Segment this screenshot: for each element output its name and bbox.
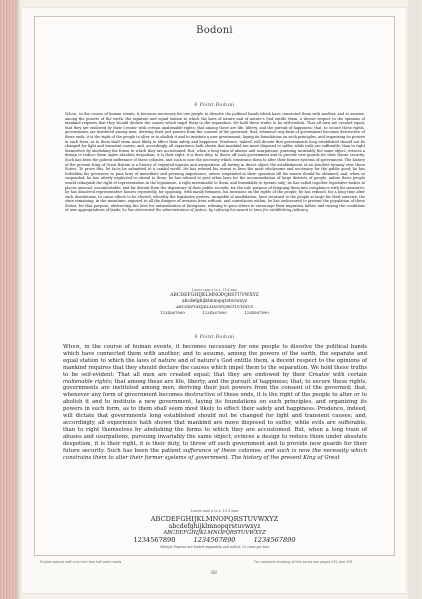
specimen-large-italic-upper: ABCDEFGHIJKLMNOPQRSTUVWXYZ [163,530,266,536]
page-edges [408,0,422,599]
specimen-large-text [63,344,367,504]
specimen-large-body-1: in the course of human events, it becomes necessary for one people to dissolve the political bands which have connected them with another, and to assume, among the powers of the earth, the separate and equal station to which the laws of nature and of nature's God entitle them, a decent respect to the opinions of mankind requires that they should declare the causes which impel them to the separation. We hold these truths to be self-evident: That all men are created equal; that they are endowed by their Creator with certain [63,344,367,378]
specimen-small-italic-upper: ABCDEFGHIJKLMNOPQRSTUVWXYZ [175,304,254,309]
specimen-large-upper: ABCDEFGHIJKLMNOPQRSTUVWXYZ [150,515,279,523]
footer-left-note: Duplex spaced with one inch two-half point leads [40,560,122,564]
specimen-large-caption: Lower case a to z, 13.2 ems [190,509,239,513]
specimen-small-text [65,112,365,284]
specimen-large-note: Oldstyle Figures are fonted separately and sold at 25 cents per font [159,545,270,549]
specimen-small-figures [35,310,394,315]
specimen-large-italic-2: sufferance of these colonies, and such is now the necessity which constrains them to alter their former systems of government. The history of the present King of Great [63,447,368,461]
specimen-panel [34,16,395,556]
specimen-small-lower: abcdefghijklmnopqrstuvwxyz [181,299,248,304]
specimen-small-body: in the course of human events, it becomes necessary for one people to dissolve the political bands which have connected them with another, and to assume, among the powers of the earth, the separate and equal station to which the laws of nature and of nature's God entitle them, a decent respect to the opinions of mankind requires that they should declare the causes which impel them to the separation. We hold these truths to be self-evident: That all men are created equal; that they are endowed by their Creator with certain unalienable rights; that among these are life, liberty, and the pursuit of happiness; that, to secure these rights, governments are instituted among men, deriving their just powers from the consent of the governed; that, whenever any form of government becomes destructive of these ends, it is the right of the people to alter or to abolish it and to institute a new government, laying its foundations on such principles, and organizing its powers in such form, as to them shall seem most likely to effect their safety and happiness. Prudence, indeed, will dictate that governments long established should not be changed for light and transient causes; and, accordingly, all experience hath shown that mankind are more disposed to suffer, while evils are sufferable, than to right themselves by abolishing the forms to which they are accustomed. But, when a long train of abuses and usurpations, pursuing invariably the same object, evinces a design to reduce them under absolute despotism, it is their right, it is their duty, to throw off such government and to provide new guards for their future security. Such has been the patient sufferance of these colonies, and such is now the necessity which constrains them to alter their former systems of government. The history of the present King of Great Britain is a history of repeated injuries and usurpations, all having in direct object the establishment of an absolute tyranny over these States. To prove this, let facts be submitted to a candid world. He has refused his assent to laws the most wholesome and necessary for the public good; he has forbidden his governors to pass laws of immediate and pressing importance, unless suspended in their operation till his assent should be obtained; and, when so suspended, he has utterly neglected to attend to them; he has refused to pass other laws for the accommodation of large districts of people, unless those people would relinquish the right of representation in the legislature, a right inestimable to them, and formidable to tyrants only; he has called together legislative bodies at places unusual, uncomfortable, and far distant from the depository of their public records, for the sole purpose of fatiguing them into compliance with his measures; he has dissolved representative houses repeatedly, for opposing, with manly firmness, his invasions on the rights of the people; he has refused, for a long time after such dissolutions, to cause others to be elected; whereby the legislative powers, incapable of annihilation, have returned to the people at large for their exercise; the state remaining, in the meantime, exposed to all the dangers of invasion from without, and convulsions within; he has endeavored to prevent the population of these States; for that purpose, obstructing the laws for naturalization of foreigners, refusing to pass others to encourage their migration hither, and raising the conditions of new appropriations of lands; [65,112,365,213]
specimen-large-figures-roman: 1234567890 [133,536,176,544]
binding-shadow [15,0,20,599]
specimen-large-italic-1: inalienable rights [63,378,111,385]
footer-right-note: For complete showing of this series see pages 470 and 478 [254,560,353,564]
book-page [22,8,406,593]
specimen-large-body-2: ; that among these are life, liberty, and the pursuit of happiness; that, to secure these rights, governments are instituted among men, deriving their just powers from the consent of the governed; that, whenever any form of government becomes destructive of these ends, it is the right of the people to alter or to abolish it and to institute a new government, laying its foundations on such principles, and organizing its powers in such form, as to them shall seem most likely to effect their safety and happiness. Prudence, indeed, will dictate that governments long established should not be changed for light and transient causes; and, accordingly, all experience hath shown that mankind are more disposed to suffer, while evils are sufferable, than to right themselves by abolishing the forms to which they are accustomed. But, when a long train of abuses and usurpations, pursuing invariably the same object, evinces a design to reduce them under absolute despotism, it is their right, it is their duty, to throw off such government and to provide new guards for their future security. Such has been the patient [63,378,367,454]
specimen-small-caption: Lower case a to z, 11.8 ems [192,288,237,292]
specimen-small-figures-oldstyle: 1234567890 [244,310,269,315]
specimen-small-heading: 6 Point Bodoni [194,103,235,108]
specimen-large-figures-italic: 1234567890 [193,536,236,544]
specimen-large-figures [35,536,394,544]
specimen-large-figures-oldstyle: 1234567890 [253,536,296,544]
specimen-large-lead: When, [63,344,82,350]
book-binding [0,0,15,599]
specimen-small-lead: When, [65,112,78,116]
specimen-small-upper: ABCDEFGHIJKLMNOPQRSTUVWXYZ [170,293,259,298]
page-title: Bodoni [196,25,233,36]
specimen-small-figures-roman: 1234567890 [160,310,185,315]
specimen-large-heading: 8 Point Bodoni [194,335,235,340]
specimen-large-lower: abcdefghijklmnopqrstuvwxyz [168,523,261,530]
specimen-small-figures-italic: 1234567890 [202,310,227,315]
page-number: 68 [211,571,217,576]
specimen-small-italic: he has obstructed the administration of justice, by refusing his assent to laws for establishing judiciary [122,208,309,213]
